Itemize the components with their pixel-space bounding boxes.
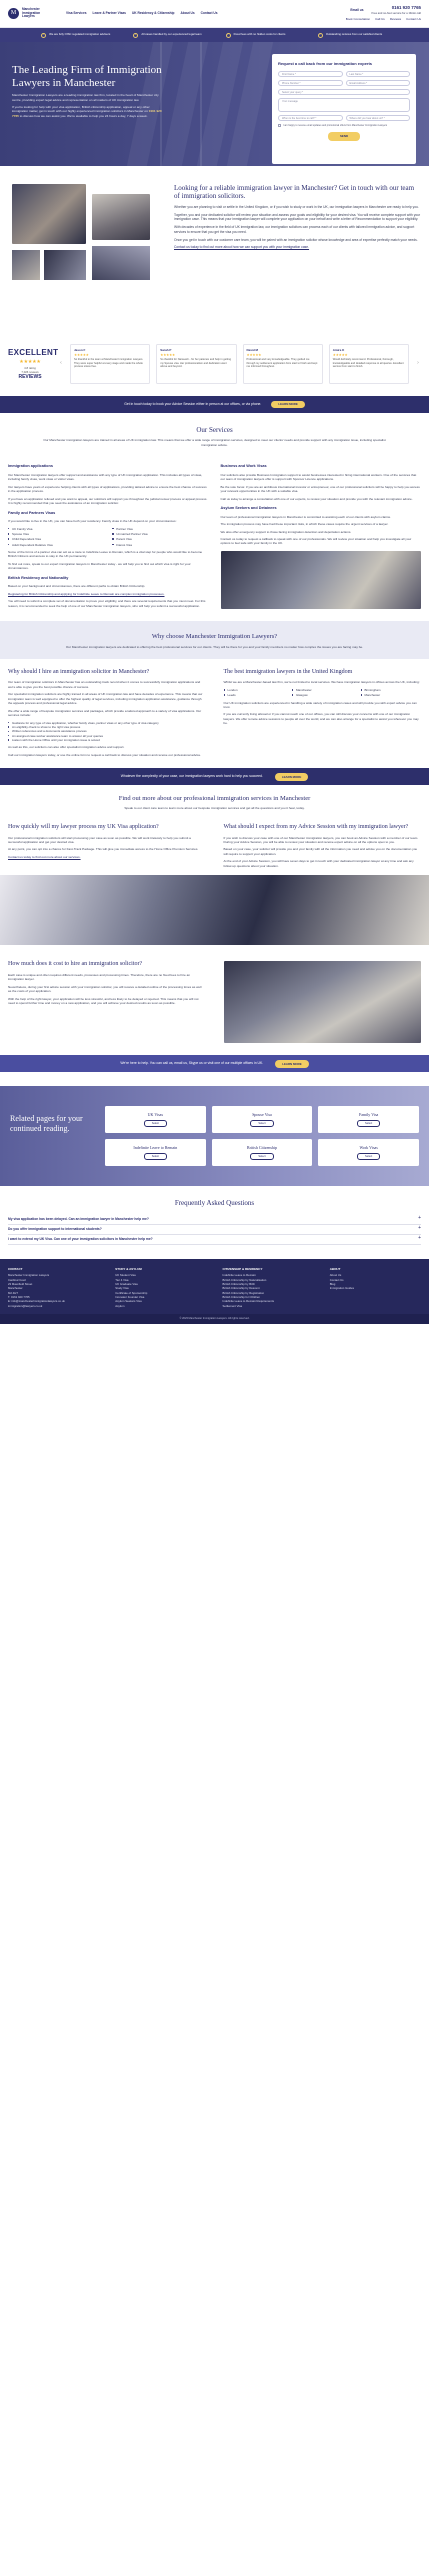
intro-paragraph: Once you get in touch with our customer care team, you will be paired with an immigration solicitor whose knowledge and area of expertise perfectly match your needs. — [174, 237, 418, 242]
rating-text: 4.8 rating — [24, 365, 36, 370]
consent-label: I am happy to receive email updates and promotional offers from Manchester Immigration Lawyers — [283, 123, 388, 127]
footer-link[interactable]: Immigration Guides — [329, 1286, 354, 1291]
learn-more-button[interactable]: LEARN MORE — [275, 773, 308, 780]
form-title: Request a call back from our immigration experts — [278, 61, 373, 66]
faq-question: Do you offer immigration support to international students? — [8, 1226, 102, 1231]
service-paragraph: The immigration process may have had these important risks, in which these cases require the urgent services of a lawyer. — [220, 522, 389, 527]
logo-text: Manchester Immigration Lawyers — [22, 6, 41, 19]
review-text: Professional and very knowledgeable. They guided me through my settlement application from start to finish and kept me informed throughout. — [246, 357, 318, 369]
reviewer-name: Jason F — [74, 348, 86, 352]
plus-icon[interactable]: + — [418, 1225, 421, 1232]
related-card[interactable] — [318, 1139, 419, 1166]
why-hire-section — [0, 659, 429, 764]
send-button[interactable]: SEND — [328, 132, 360, 141]
service-heading: Family and Partners Visas — [8, 510, 56, 515]
select-button[interactable]: Select — [250, 1153, 273, 1160]
footer-text: 23 Maunfield Street — [8, 1281, 33, 1286]
nav-item-contact[interactable]: Contact Us — [200, 11, 218, 16]
review-stars-icon: ★★★★★ — [160, 352, 175, 357]
faq-title: Frequently Asked Questions — [174, 1199, 255, 1208]
service-heading: Immigration applications — [8, 464, 53, 469]
faq-question: My visa application has been delayed. Can an immigration lawyer in Manchester help me? — [8, 1216, 149, 1221]
list-item[interactable]: Partner Visa — [112, 527, 208, 531]
trust-strip — [0, 28, 429, 42]
should-paragraph: Our team of immigration solicitors in Manchester has an outstanding track record when it comes to successfully immigration applications and we're able to give you the best possible chance of success. — [8, 680, 201, 689]
office-item[interactable]: Glasgow — [292, 693, 353, 697]
best-time-select[interactable]: When is the best time to call? * — [278, 115, 343, 121]
reviewer-name: David M — [246, 348, 259, 352]
list-item: An assigned case worker assistance team to answer all your queries — [8, 734, 206, 738]
cta-text: Whatever the complexity of your case, our immigration lawyers work hard to help you succeed. — [120, 774, 263, 779]
intro-paragraph: Whether you are planning to visit or settle in the United Kingdom, or if you wish to study or work in the UK, our immigration lawyers in Manchester are ready to help you. — [174, 204, 419, 209]
trust-text: Outstanding reviews from our satisfied clients — [325, 32, 383, 37]
office-list — [224, 688, 422, 698]
advice-paragraph: If you wish to discuss your case with one of our Manchester immigration lawyers, you can book an Advice Session with a member of our team. During your Advice Session, you will be able to review your situation and receive expert advice on all the options open to you. — [223, 835, 419, 844]
citizenship-link[interactable]: Registering for British Citizenship and applying for Indefinite Leave to Remain are complex immigration processes. — [8, 591, 165, 596]
advice-title: What should I expect from my Advice Session with my immigration lawyer? — [223, 824, 409, 831]
process-section — [0, 816, 429, 871]
check-icon: ✓ — [226, 32, 230, 37]
footer-phone[interactable]: T. 0161 920 7765 — [8, 1294, 30, 1299]
cost-section — [0, 945, 429, 1043]
best-paragraph: Our UK immigration solicitors are experienced in handling a wide variety of immigration cases and will provide you with expert advice you can trust. — [223, 700, 417, 709]
cost-paragraph: Nevertheless, during your first advice session with your immigration solicitor, you will receive a detailed outline of the processing times as well as the costs of your application. — [8, 984, 202, 994]
hero-text — [12, 64, 162, 121]
service-paragraph: Be the sole focus: if you are an ambitious international investor or entrepreneur, one of our professional solicitors will be happy to help you access your relevant opportunities in the UK with a suitable visa. — [220, 484, 420, 494]
footer-column-contact — [8, 1267, 99, 1308]
related-card-title: UK Visas — [147, 1112, 163, 1118]
should-paragraph: As well as this, our solicitors can also offer specialist immigration advice and support. — [8, 745, 125, 750]
list-item: Written references and a documents assistance process — [8, 729, 206, 733]
plus-icon[interactable]: + — [418, 1235, 421, 1242]
list-item[interactable]: Child Dependant Visa — [8, 537, 104, 541]
footer-link[interactable]: Indefinite Leave to Remain — [222, 1273, 256, 1278]
faq-item[interactable] — [8, 1225, 421, 1235]
trust-item — [318, 33, 388, 38]
review-card — [329, 344, 409, 384]
footer-column-study — [115, 1267, 206, 1308]
reviewer-name: Amira K — [332, 348, 345, 352]
rating-word: EXCELLENT — [8, 347, 59, 357]
services-title: Our Services — [196, 426, 233, 434]
best-title: The best immigration lawyers in the United Kingdom — [223, 669, 353, 676]
intro-title: Looking for a reliable immigration lawyer in Manchester? Get in touch with our team of immigration solicitors. — [174, 184, 415, 201]
footer-text: Manchester Immigration Lawyers — [8, 1273, 50, 1278]
last-name-field[interactable]: Last Name * — [346, 71, 411, 77]
advice-paragraph: At the end of your Advice Session, you will have seven days to get in touch with your dedicated immigration lawyer at any time and ask any follow-up questions about your situation. — [223, 859, 414, 868]
select-button[interactable]: Select — [250, 1120, 273, 1127]
faq-section — [0, 1186, 429, 1250]
main-nav — [66, 11, 217, 16]
should-paragraph: Call our immigration lawyers today, or use the online form to request a call back to discuss your situation and receive our professional advice. — [8, 752, 202, 757]
find-out-more — [0, 785, 429, 816]
list-item[interactable]: Parent Visa — [112, 537, 208, 541]
photo-lawyer-client — [224, 961, 422, 1043]
intro-paragraph: Together, you and your dedicated solicitor will review your situation and assess your goals and eligibility for your desired visa. You will receive complete support with your immigration case. This means that your immigration lawyer will complete your application on your behalf and write a letter of Recommendation to support your eligibility. — [174, 212, 421, 222]
footer-link[interactable]: UK Student Visa — [115, 1273, 136, 1278]
list-item: An eligibility check to show to the right visa process — [8, 725, 206, 729]
footer-link[interactable]: Asylum Seekers Visa — [115, 1299, 142, 1304]
learn-more-button[interactable]: LEARN MORE — [275, 1060, 308, 1067]
related-card[interactable] — [105, 1139, 206, 1166]
footer-heading: CONTACT — [8, 1266, 23, 1271]
hero-bg-line — [200, 42, 202, 166]
header-link-reviews[interactable]: Reviews — [389, 17, 402, 22]
footer-link[interactable]: British Citizenship for Children — [222, 1294, 260, 1299]
review-card — [156, 344, 236, 384]
phone-field[interactable]: Phone Number * — [278, 80, 343, 86]
photo-collage — [8, 184, 148, 334]
cost-paragraph: Each case is unique and often requires different needs, processes and processing times. Therefore, there are no fixed fees to hire an immigration lawyer. — [8, 972, 191, 982]
related-card[interactable] — [318, 1106, 419, 1133]
nav-item-about[interactable]: About Us — [180, 11, 195, 16]
services-intro: Our Manchester immigration lawyers are trained in all areas of UK immigration law. This means that we offer a wide range of immigration services, designed to meet our clients' needs and provide support with any immigration issue, including specialist immigration advice. — [43, 438, 386, 447]
header-contact — [346, 5, 421, 21]
best-paragraph: Whilst we are a Manchester-based law firm, we're not limited to local services. We have immigration lawyers in offices across the UK, including: — [223, 680, 420, 685]
header-link-contact[interactable]: Contact Us — [406, 17, 421, 22]
footer-link[interactable]: British Citizenship by Naturalisation — [222, 1277, 267, 1282]
check-icon: ✓ — [319, 32, 322, 37]
office-item[interactable]: Birmingham — [361, 688, 422, 692]
advice-column — [224, 824, 422, 871]
review-text: So thankful for Nameesh - for her patience and help in getting my Spouse visa. Her professionalism and dedication went above and beyond. — [160, 357, 232, 369]
select-button[interactable]: Select — [357, 1153, 380, 1160]
first-name-field[interactable]: First Name * — [278, 71, 343, 77]
cost-paragraph: With the help of the right lawyer, your application will be less stressful, and less likely to be delayed or rejected. This means that you will not need to spend further time and money on a new application, and you will achieve your desired results as soon as possible. — [8, 996, 199, 1006]
header-phone[interactable]: 0161 920 7765 — [391, 5, 421, 11]
review-stars-icon: ★★★★★ — [74, 352, 89, 357]
office-item[interactable]: Manchester — [361, 693, 422, 697]
office-item[interactable]: London — [224, 688, 285, 692]
select-button[interactable]: Select — [357, 1120, 380, 1127]
intro-contact-link[interactable]: Contact us today to find out more about how we can support you with your immigration case. — [174, 245, 310, 250]
footer-column-about — [330, 1267, 421, 1308]
related-card[interactable] — [105, 1106, 206, 1133]
reviewer-name: Sarah P — [160, 348, 172, 352]
service-paragraph: If you have an application refused and you want to appeal, our solicitors will support you throughout the judicial review process or appeal process. It is highly recommended that you seek the assistance of an immigration solicitor. — [8, 496, 208, 506]
phone-block — [372, 5, 421, 15]
header-contact-row — [350, 5, 421, 15]
office-item[interactable]: Leeds — [224, 693, 285, 697]
related-card-title: Indefinite Leave to Remain — [133, 1145, 178, 1151]
service-paragraph: Some of the forms of a partner visa can act as a route to Indefinite Leave to Remain, which is a vital step for people who would like to become British Citizens and access to stay in the UK permanently. — [8, 549, 203, 559]
footer-heading: CITIZENSHIP & RESIDENCY — [222, 1266, 263, 1271]
hero-paragraph — [12, 105, 162, 118]
hero-title: The Leading Firm of Immigration Lawyers in Manchester — [12, 64, 162, 89]
source-select[interactable]: Where did you hear about us? * — [346, 115, 411, 121]
services-list — [8, 721, 206, 743]
related-card[interactable] — [212, 1106, 313, 1133]
footer-link[interactable]: UK Graduate Visa — [115, 1281, 138, 1286]
service-heading: Asylum Seekers and Detainees — [220, 506, 277, 511]
plus-icon[interactable]: + — [418, 1215, 421, 1222]
nav-item-leave-partner[interactable]: Leave & Partner Visas — [92, 11, 126, 16]
service-paragraph: Based on your background and circumstances, there are different paths to obtain British Citizenship. — [8, 584, 146, 589]
review-card — [70, 344, 150, 384]
service-paragraph: Our solicitors also provide Business Immigration support to assist businesses interested in hiring international workers. One of the services that our team of immigration lawyers offer is support with Sponsor Licence applications. — [220, 472, 417, 482]
service-paragraph: Call us today to arrange a consultation with one of our experts, to review your situation and provide you with the relevant immigration advice. — [220, 496, 413, 501]
hero-text-part: If you're looking for help with your visa application, British citizenship application, appeal or any other immigration matter, get in touch with our highly experienced immigration solicitors in Manchester on — [12, 104, 150, 114]
service-paragraph: To find out more, speak to our expert immigration lawyers in Manchester today - we will help you to find out which visa is right for your circumstances. — [8, 561, 191, 571]
quickly-title: How quickly will my lawyer process my UK Visa application? — [8, 824, 159, 831]
service-paragraph: Our team of professional immigration lawyers in Manchester is committed to assisting each of our clients with asylum claims. — [220, 514, 391, 519]
faq-question: I want to extend my UK Visa. Can one of your immigration solicitors in Manchester help me? — [8, 1236, 153, 1241]
cost-title: How much does it cost to hire an immigration solicitor? — [8, 961, 143, 968]
nav-item-residency[interactable]: UK Residency & Citizenship — [131, 11, 175, 16]
office-item[interactable]: Manchester — [292, 688, 353, 692]
why-title: Why choose Manchester Immigration Lawyers? — [151, 633, 278, 641]
related-card-title: Spouse Visa — [252, 1112, 272, 1118]
reviews-summary — [8, 347, 59, 381]
why-text: Our Manchester immigration lawyers are dedicated to offering the best professional services for our clients. They will be there for you and your family members no matter how complex the issues you are facing may be. — [65, 644, 364, 649]
trust-item — [226, 33, 296, 38]
should-column — [8, 669, 206, 760]
footer-text: Cardinal Court — [8, 1277, 27, 1282]
hero-text-part: to discuss how we can assist you. We're available to help you 24 hours a day, 7 days a week. — [19, 113, 148, 118]
check-icon: ✓ — [134, 32, 138, 37]
photo-lawyer-meeting — [12, 184, 86, 244]
list-item: Guidance for any type of visa application, whether family visas, partner visas or any other type of visa category — [8, 721, 206, 725]
photo-meeting-wide — [0, 875, 429, 945]
quickly-paragraph: At any point, you can opt into a chance for Fast-Track Package. This will give you immediate access to the Home Office Premium Services. — [8, 847, 199, 852]
trust-text: We are fully OISC regulated immigration advisers — [49, 32, 111, 37]
related-card-title: British Citizenship — [246, 1145, 278, 1151]
quickly-contact-link[interactable]: Contact us today to find out more about our services. — [8, 854, 81, 859]
email-field[interactable]: Email Address * — [346, 80, 411, 86]
email-link[interactable]: Email us — [350, 8, 364, 12]
review-card — [243, 344, 323, 384]
find-title: Find out more about our professional immigration services in Manchester — [118, 795, 311, 803]
related-card-title: Work Visas — [359, 1145, 378, 1151]
consent-checkbox[interactable] — [278, 124, 281, 127]
related-grid — [105, 1106, 419, 1166]
chevron-left-icon[interactable]: ‹ — [60, 360, 62, 367]
faq-item[interactable] — [8, 1235, 421, 1245]
should-title: Why should I hire an immigration solicitor in Manchester? — [8, 669, 150, 676]
chevron-right-icon[interactable]: › — [417, 360, 419, 367]
service-paragraph: Our lawyers have years of experience helping clients with all types of applications, providing tailored advice to ensure the best chance of success in the application process. — [8, 484, 207, 494]
review-text: Would definitely recommend. Professional, thorough, knowledgeable and detailed response to all queries. Excellent service from start to finish. — [332, 357, 404, 369]
list-item[interactable]: Adult Dependant Relative Visa — [8, 543, 104, 547]
footer-link[interactable]: Contact Us — [329, 1277, 344, 1282]
related-card-title: Family Visa — [358, 1112, 379, 1118]
intro-paragraph: With decades of experience in the field of UK immigration law, our immigration solicitors can process each of our clients with tailored immigration advice, and support services to ensure that you get the visa you need. — [174, 225, 415, 234]
best-paragraph: If you are currently living abroad or if you cannot reach one of our offices, you can still discuss your concerns with one of our immigration lawyers. We offer remote advice sessions to people all over the world, and we can also arrange for a specialist to assist you wherever you may be. — [223, 712, 419, 726]
service-paragraph: We also offer emergency support to those facing immigration detention and deportation actions. — [220, 529, 352, 534]
footer-link[interactable]: Asylum — [115, 1303, 125, 1308]
advice-paragraph: Based on your case, your solicitor will provide you and your family with all the information you need and advise you on the documentation you will require to support your application. — [223, 847, 418, 856]
reviews-widget — [0, 334, 429, 390]
services-section — [0, 413, 429, 611]
review-stars-icon: ★★★★★ — [246, 352, 262, 357]
cta-banner-3 — [0, 1055, 429, 1072]
header-link-call[interactable]: Call Us — [375, 17, 385, 22]
trust-item — [133, 33, 203, 38]
footer-link[interactable]: British Citizenship by Birth — [222, 1281, 255, 1286]
service-paragraph: Our Manchester immigration lawyers offer support and assistance with any type of UK immigration application. This includes all types of visas, including family visas, work visas or visitor visas. — [8, 472, 203, 482]
hero-phone[interactable]: 0161 920 7765 — [12, 109, 162, 118]
header-links — [346, 17, 421, 21]
review-stars-icon: ★★★★★ — [332, 352, 348, 357]
callback-form — [272, 54, 416, 164]
list-item[interactable]: Spouse Visa — [8, 532, 104, 536]
list-item: Liaison with the Home Office until your immigration issue is solved — [8, 738, 206, 742]
service-heading: British Residency and Nationality — [8, 575, 69, 580]
logo-mark: M — [8, 8, 19, 19]
services-left-column — [8, 459, 209, 611]
cost-image-column — [224, 961, 422, 1043]
family-visa-list — [8, 527, 209, 547]
learn-more-button[interactable]: LEARN MORE — [271, 401, 304, 408]
service-heading: Business and Work Visas — [220, 464, 267, 469]
footer-link[interactable]: British Citizenship by Descent — [222, 1286, 260, 1291]
trust-text: Fixed fees with no hidden costs for clients — [233, 32, 286, 37]
review-count: 7,026 reviews — [21, 369, 39, 374]
footer-heading: STUDY & ASYLUM — [115, 1266, 142, 1271]
logo[interactable] — [8, 8, 52, 20]
trust-text: All cases handled by our experienced legal team — [141, 32, 202, 37]
footer-link[interactable]: Blog — [329, 1281, 336, 1286]
related-pages — [0, 1086, 429, 1186]
nav-item-visa-services[interactable]: Visa Services — [66, 11, 87, 16]
cta-banner — [0, 396, 429, 413]
query-select[interactable]: Select your query * — [278, 89, 410, 95]
photo-signing-documents — [221, 551, 422, 609]
should-paragraph: We offer a wide range of bespoke immigration services and packages, which provide a tailored approach to a variety of visa applications. Our services include: — [8, 708, 202, 718]
footer-link[interactable]: Innovator Founder Visa — [115, 1294, 145, 1299]
quickly-paragraph: Our professional immigration solicitors will start processing your case as soon as possible. We will work tirelessly to help you submit a successful application and get your desired visa. — [8, 835, 191, 844]
copyright: © 2023 Manchester Immigration Lawyers. All rights reserved. — [0, 1314, 429, 1324]
site-footer — [0, 1259, 429, 1314]
header-link-book[interactable]: Book Consultation — [345, 17, 371, 22]
photo-consultation — [92, 194, 150, 240]
footer-link[interactable]: Settlement Visa — [222, 1303, 243, 1308]
footer-text: Manchester — [8, 1286, 23, 1291]
check-icon: ✓ — [42, 32, 45, 37]
reviews-brand: REVIEWS — [18, 373, 42, 380]
service-paragraph: You will need to submit a complete set of documentation to prove your eligibility, and there are several requirements that you must meet. For this reason, it is recommended to seek the help of one of our Manchester immigration lawyers, who will help you submit a successful application. — [8, 599, 206, 608]
related-title: Related pages for your continued reading. — [10, 1114, 83, 1134]
rating-stars-icon: ★★★★★ — [19, 358, 41, 365]
footer-link[interactable]: Study Visa — [115, 1286, 129, 1291]
faq-item[interactable] — [8, 1215, 421, 1225]
list-item[interactable]: Fiancé Visa — [112, 543, 208, 547]
phone-subtext: Free and no-fast service for a 10min call — [371, 11, 421, 15]
related-card[interactable] — [212, 1139, 313, 1166]
hero — [0, 42, 429, 166]
service-paragraph: If you would like to live in the UK, you can have both your residency. Family visas in the UK depend on your circumstances: — [8, 519, 177, 524]
footer-link[interactable]: British Citizenship by Registration — [222, 1290, 265, 1295]
footer-link[interactable]: Certificate of Sponsorship — [115, 1290, 148, 1295]
select-button[interactable]: Select — [144, 1153, 167, 1160]
should-paragraph: Our specialist immigration solicitors are highly trained in all areas of UK immigration law and have decades of experience. This means that our immigration team is well equipped to offer the highest quality of legal services, including immigration application assistance, guidance through the appeals process and professional legal advice. — [8, 692, 203, 706]
message-field[interactable]: Your message — [278, 98, 410, 112]
why-choose-banner — [0, 621, 429, 659]
footer-text: M2 4HT — [8, 1290, 18, 1295]
footer-email[interactable]: immigration@lawyers.co.uk — [8, 1303, 43, 1308]
cta-text: We're here to help. You can call us, email us, Skype us or visit one of our multiple offices in UK. — [120, 1061, 264, 1066]
quickly-column — [8, 824, 206, 871]
select-button[interactable]: Select — [144, 1120, 167, 1127]
cta-text: Get in touch today to book your Advice Session either in person at our offices, or via phone. — [124, 402, 262, 407]
footer-link[interactable]: Indefinite Leave to Remain Requirements — [222, 1299, 274, 1304]
consent-row — [278, 124, 410, 127]
footer-column-citizenship — [223, 1267, 314, 1308]
intro-section — [0, 166, 429, 334]
photo-handshake — [44, 250, 86, 280]
list-item[interactable]: Unmarried Partner Visa — [112, 532, 208, 536]
footer-link[interactable]: Tier 4 Visa — [115, 1277, 129, 1282]
find-text: Speak to our client care team to learn more about our bespoke immigration services and get all the questions and you it hear, today. — [124, 805, 305, 810]
list-item[interactable]: UK Family Visa — [8, 527, 104, 531]
best-column — [224, 669, 422, 760]
trust-item — [41, 33, 111, 38]
cost-text — [8, 961, 206, 1043]
footer-link[interactable]: About Us — [329, 1273, 342, 1278]
footer-heading: ABOUT — [329, 1266, 341, 1271]
services-right-column — [221, 459, 422, 611]
hero-paragraph: Manchester Immigration Lawyers are a leading immigration law firm, located in the heart of Manchester city centre, providing expert legal advice and representation on all matters of UK immigration law. — [12, 93, 159, 102]
photo-office — [92, 246, 150, 280]
service-paragraph: Contact us today to request a callback to speak with one of our professionals. We will review your situation and help you investigate all your options to feel safe with your family in the UK. — [220, 536, 412, 546]
review-text: So thankful to the team at Manchester Immigration Lawyers. They were super helpful at every stage and made the whole process stress free. — [74, 357, 144, 369]
intro-text — [148, 184, 421, 334]
footer-email[interactable]: E: info@manchesterimmigrationlawyers.co.uk — [8, 1299, 65, 1304]
site-header — [0, 0, 429, 28]
cta-banner-2 — [0, 768, 429, 785]
photo-documents — [12, 250, 40, 280]
